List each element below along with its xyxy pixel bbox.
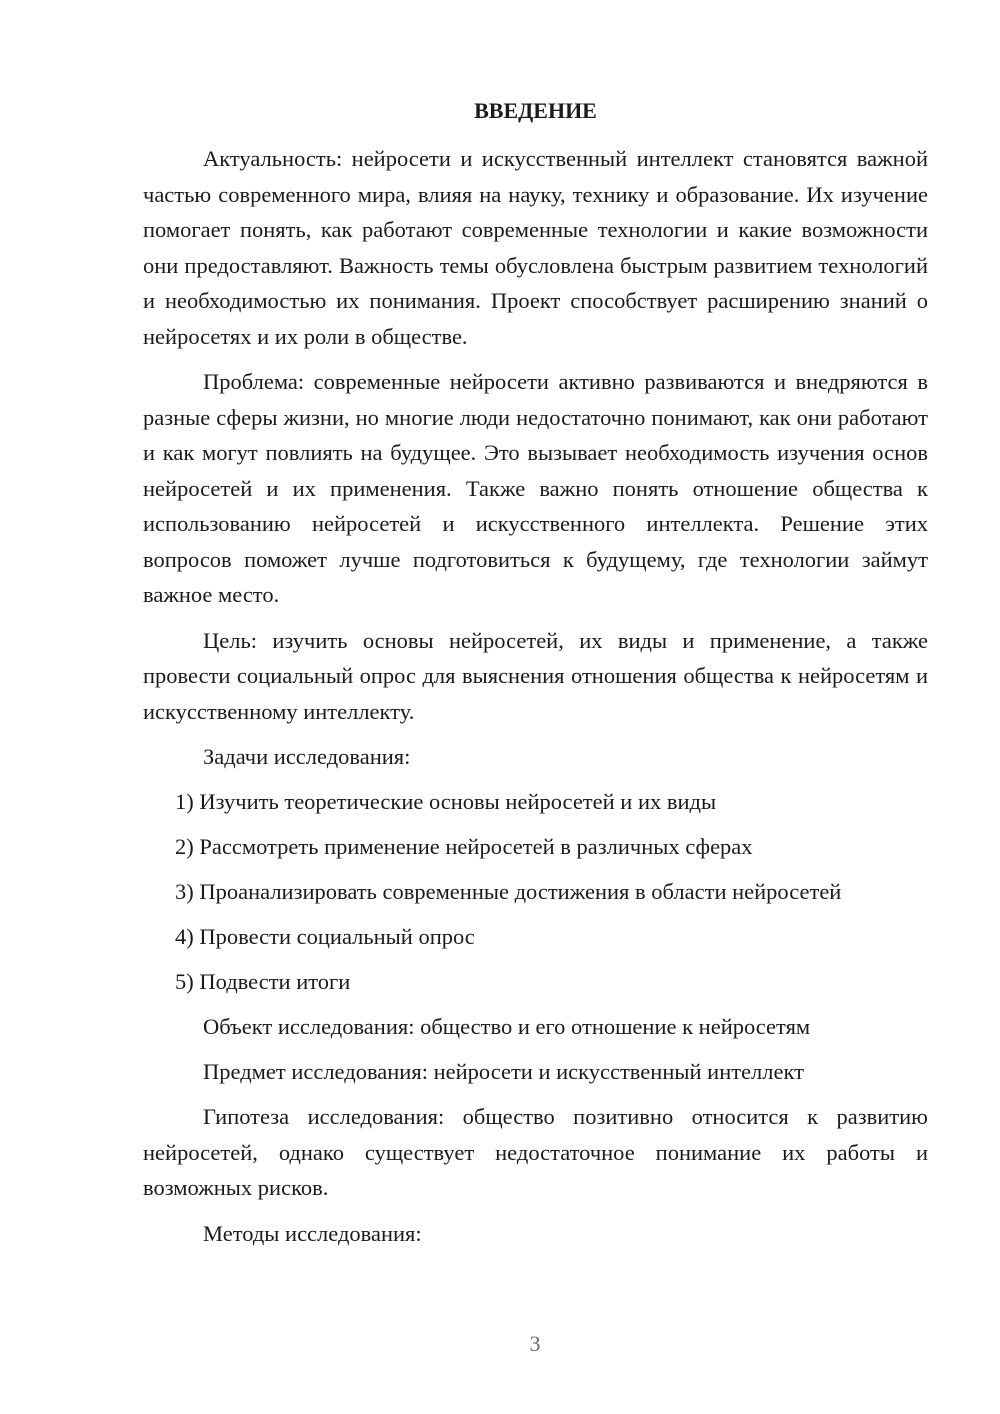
list-item: 1) Изучить теоретические основы нейросетей и их виды <box>175 789 717 814</box>
hypothesis-paragraph: Гипотеза исследования: общество позитивно относится к развитию нейросетей, однако существует недостаточное понимание их работы и возможных рисков. <box>143 1104 928 1200</box>
list-item: 5) Подвести итоги <box>175 969 351 994</box>
page-title: ВВЕДЕНИЕ <box>474 98 597 123</box>
tasks-list <box>143 784 928 1000</box>
subject-line: Предмет исследования: нейросети и искусственный интеллект <box>203 1059 804 1084</box>
problem-paragraph: Проблема: современные нейросети активно развиваются и внедряются в разные сферы жизни, но многие люди недостаточно понимают, как они работают и как могут повлиять на будущее. Это вызывает необходимость изучения основ нейросетей и их применения. Также важно понять отношение общества к использованию нейросетей и искусственного интеллекта. Решение этих вопросов поможет лучше подготовиться к будущему, где технологии займут важное место. <box>143 369 928 607</box>
goal-paragraph: Цель: изучить основы нейросетей, их виды и применение, а также провести социальный опрос для выяснения отношения общества к нейросетям и искусственному интеллекту. <box>143 627 928 724</box>
relevance-paragraph: Актуальность: нейросети и искусственный интеллект становятся важной частью современного мира, влияя на науку, технику и образование. Их изучение помогает понять, как работают современные технологии и какие возможности они предоставляют. Важность темы обусловлена быстрым развитием технологий и необходимостью их понимания. Проект способствует расширению знаний о нейросетях и их роли в обществе. <box>143 146 928 349</box>
list-item: 2) Рассмотреть применение нейросетей в различных сферах <box>175 834 753 859</box>
methods-heading: Методы исследования: <box>203 1220 422 1246</box>
tasks-heading: Задачи исследования: <box>203 744 411 769</box>
list-item: 3) Проанализировать современные достижения в области нейросетей <box>175 879 842 904</box>
document-body <box>143 93 928 1261</box>
list-item: 4) Провести социальный опрос <box>175 924 475 949</box>
object-line: Объект исследования: общество и его отношение к нейросетям <box>203 1014 811 1039</box>
page-number: 3 <box>529 1331 541 1356</box>
